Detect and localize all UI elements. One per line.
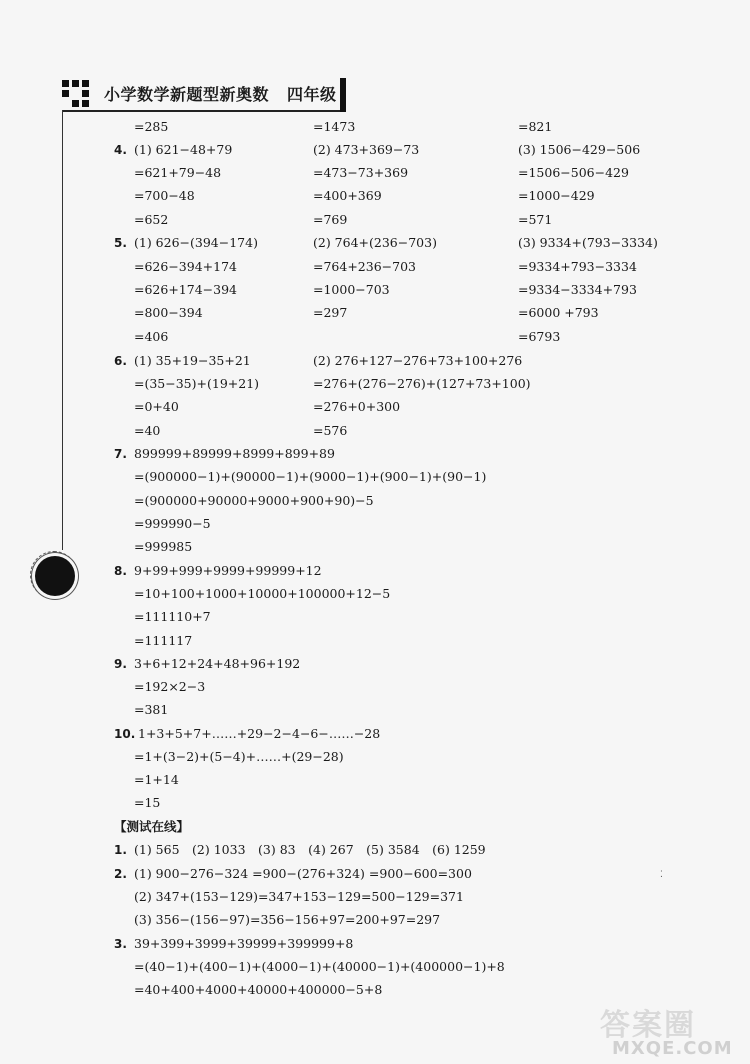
question-number: 6. [114, 354, 127, 368]
cell: =652 [134, 212, 169, 227]
header-bar [340, 78, 346, 112]
cell: =9334−3334+793 [518, 282, 637, 297]
cell: =0+40 [134, 399, 179, 414]
line: =111117 [134, 633, 193, 648]
line: 1+3+5+7+……+29−2−4−6−……−28 [138, 726, 381, 741]
line: =1+(3−2)+(5−4)+……+(29−28) [134, 749, 344, 764]
cell: =400+369 [313, 188, 382, 203]
cell: =626−394+174 [134, 259, 237, 274]
cell: =406 [134, 329, 169, 344]
cell: (1) 626−(394−174) [134, 235, 258, 250]
line: (1) 565 (2) 1033 (3) 83 (4) 267 (5) 3584 (6) 1259 [134, 842, 486, 857]
question-number: 7. [114, 447, 127, 461]
line: 899999+89999+8999+899+89 [134, 446, 335, 461]
line: (1) 900−276−324 =900−(276+324) =900−600=300 [134, 866, 472, 881]
cell: =769 [313, 212, 348, 227]
cell: =1506−506−429 [518, 165, 629, 180]
question-number: 10. [114, 727, 136, 741]
line: =10+100+1000+10000+100000+12−5 [134, 586, 391, 601]
header-underline [62, 110, 342, 112]
cell: =1000−703 [313, 282, 390, 297]
black-circle-decoration [35, 556, 75, 596]
left-margin-rule [62, 110, 63, 550]
watermark-url: MXQE.COM [612, 1038, 733, 1059]
cell: =1000−429 [518, 188, 595, 203]
grade-label: 四年级 [287, 85, 337, 104]
cell: =276+0+300 [313, 399, 401, 414]
question-number: 5. [114, 236, 127, 250]
cell: =576 [313, 423, 348, 438]
cell: (1) 35+19−35+21 [134, 353, 251, 368]
question-number: 8. [114, 564, 127, 578]
cell: =700−48 [134, 188, 195, 203]
cell: (1) 621−48+79 [134, 142, 233, 157]
cell: =6000 +793 [518, 305, 599, 320]
line: =1+14 [134, 772, 179, 787]
cell: =764+236−703 [313, 259, 416, 274]
cell: (2) 473+369−73 [313, 142, 420, 157]
line: =40+400+4000+40000+400000−5+8 [134, 982, 383, 997]
question-number: 2. [114, 867, 127, 881]
watermark-logo: 答案圈 [600, 1008, 696, 1043]
line: =(900000−1)+(90000−1)+(9000−1)+(900−1)+(90−1) [134, 469, 487, 484]
cell: =6793 [518, 329, 561, 344]
cell: =276+(276−276)+(127+73+100) [313, 376, 531, 391]
line: 39+399+3999+39999+399999+8 [134, 936, 354, 951]
question-number: 4. [114, 143, 127, 157]
cell: =40 [134, 423, 161, 438]
page-header [104, 82, 337, 105]
line: =111110+7 [134, 609, 211, 624]
line: =(900000+90000+9000+900+90)−5 [134, 493, 374, 508]
cell: =800−394 [134, 305, 203, 320]
cell: (2) 764+(236−703) [313, 235, 437, 250]
cell: (3) 9334+(793−3334) [518, 235, 658, 250]
cell: =297 [313, 305, 348, 320]
cell: (3) 1506−429−506 [518, 142, 641, 157]
line: =192×2−3 [134, 679, 206, 694]
cell: =821 [518, 119, 553, 134]
logo-squares-icon [62, 80, 90, 108]
line: =(40−1)+(400−1)+(4000−1)+(40000−1)+(400000−1)+8 [134, 959, 505, 974]
line: 9+99+999+9999+99999+12 [134, 563, 322, 578]
cell: =9334+793−3334 [518, 259, 637, 274]
line: =381 [134, 702, 169, 717]
cell: =571 [518, 212, 553, 227]
cell: =285 [134, 119, 169, 134]
cell: =(35−35)+(19+21) [134, 376, 260, 391]
cell: =473−73+369 [313, 165, 409, 180]
line: (2) 347+(153−129)=347+153−129=500−129=371 [134, 889, 464, 904]
section-title: 【测试在线】 [114, 819, 190, 834]
cell: (2) 276+127−276+73+100+276 [313, 353, 523, 368]
line: =999990−5 [134, 516, 211, 531]
line: =999985 [134, 539, 193, 554]
question-number: 1. [114, 843, 127, 857]
cell: =1473 [313, 119, 356, 134]
line: (3) 356−(156−97)=356−156+97=200+97=297 [134, 912, 441, 927]
cell: =626+174−394 [134, 282, 237, 297]
line: =15 [134, 795, 161, 810]
scan-dots-decoration: ⁚ [660, 870, 663, 880]
question-number: 3. [114, 937, 127, 951]
cell: =621+79−48 [134, 165, 222, 180]
question-number: 9. [114, 657, 127, 671]
line: 3+6+12+24+48+96+192 [134, 656, 301, 671]
book-title: 小学数学新题型新奥数 [104, 85, 270, 104]
